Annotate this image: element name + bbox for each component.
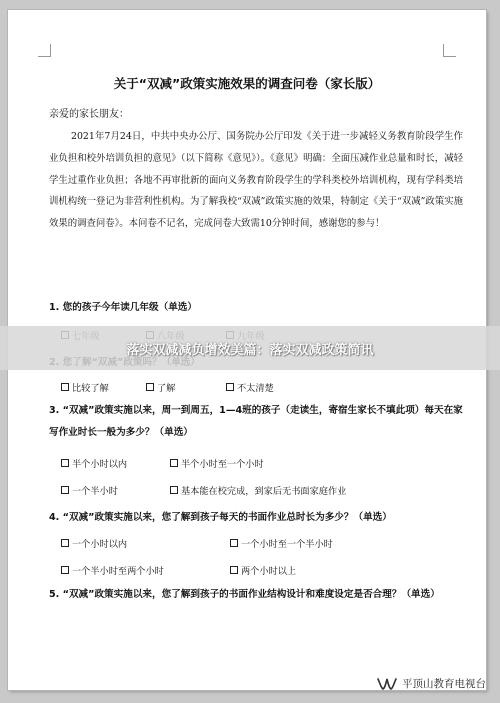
watermark xyxy=(377,676,486,691)
checkbox-icon[interactable] xyxy=(230,566,238,574)
checkbox-icon[interactable] xyxy=(226,383,234,391)
option-q2-c[interactable]: 不太清楚 xyxy=(226,380,274,394)
intro-text: 2021年7月24日，中共中央办公厅、国务院办公厅印发《关于进一步减轻义务教育阶段学生作业负担和校外培训负担的意见》（以下简称《意见》）。《意见》明确：全面压减作业总量和时长，减轻学生过重作业负担；各地不再审批新的面向义务教育阶段学生的学科类校外培训机构，现有学科类培训机构统一登记为非营利性机构。为了解我校“双减”政策实施的效果，特制定《关于“双减”政策实施效果的调查问卷》。本问卷不记名，完成问卷大致需10分钟时间，感谢您的参与！ xyxy=(49,131,463,230)
option-q3-b[interactable]: 半个小时至一个小时 xyxy=(170,456,264,470)
intro-paragraph xyxy=(49,126,463,235)
greeting: 亲爱的家长朋友： xyxy=(49,109,129,120)
checkbox-icon[interactable] xyxy=(61,486,69,494)
checkbox-icon[interactable] xyxy=(61,383,69,391)
option-q2-a[interactable]: 比较了解 xyxy=(61,380,109,394)
question-1: 1. 您的孩子今年读几年级（单选） xyxy=(49,302,197,313)
checkbox-icon[interactable] xyxy=(61,566,69,574)
checkbox-icon[interactable] xyxy=(146,383,154,391)
checkbox-icon[interactable] xyxy=(170,459,178,467)
option-q3-a[interactable]: 半个小时以内 xyxy=(61,456,127,470)
option-q3-c[interactable]: 一个半小时 xyxy=(61,483,118,497)
option-q2-b[interactable]: 了解 xyxy=(146,380,175,394)
option-q4-c[interactable]: 一个半小时至两个小时 xyxy=(61,563,164,577)
question-3: 3. “双减”政策实施以来，周一到周五，1—4班的孩子（走读生，寄宿生家长不填此项）每天在家写作业时长一般为多少？（单选） xyxy=(49,405,463,438)
document-title: 关于“双减”政策实施效果的调查问卷（家长版） xyxy=(113,76,381,91)
option-q4-a[interactable]: 一个小时以内 xyxy=(61,536,127,550)
wechat-channel-icon xyxy=(377,677,397,691)
option-q4-b[interactable]: 一个小时至一个半小时 xyxy=(230,536,333,550)
checkbox-icon[interactable] xyxy=(61,459,69,467)
question-5: 5. “双减”政策实施以来，您了解到孩子的书面作业结构设计和难度设定是否合理？（单选） xyxy=(49,589,440,600)
option-q4-d[interactable]: 两个小时以上 xyxy=(230,563,296,577)
title-banner xyxy=(0,326,500,370)
checkbox-icon[interactable] xyxy=(170,486,178,494)
checkbox-icon[interactable] xyxy=(230,539,238,547)
question-4: 4. “双减”政策实施以来，您了解到孩子每天的书面作业总时长为多少？（单选） xyxy=(49,512,392,523)
crop-mark xyxy=(443,44,456,57)
banner-text: 落实双减减负增效美篇：落实双减政策简讯 xyxy=(126,342,374,358)
watermark-text: 平顶山教育电视台 xyxy=(402,678,486,690)
checkbox-icon[interactable] xyxy=(61,539,69,547)
crop-mark xyxy=(38,44,51,57)
option-q3-d[interactable]: 基本能在校完成，到家后无书面家庭作业 xyxy=(170,483,346,497)
